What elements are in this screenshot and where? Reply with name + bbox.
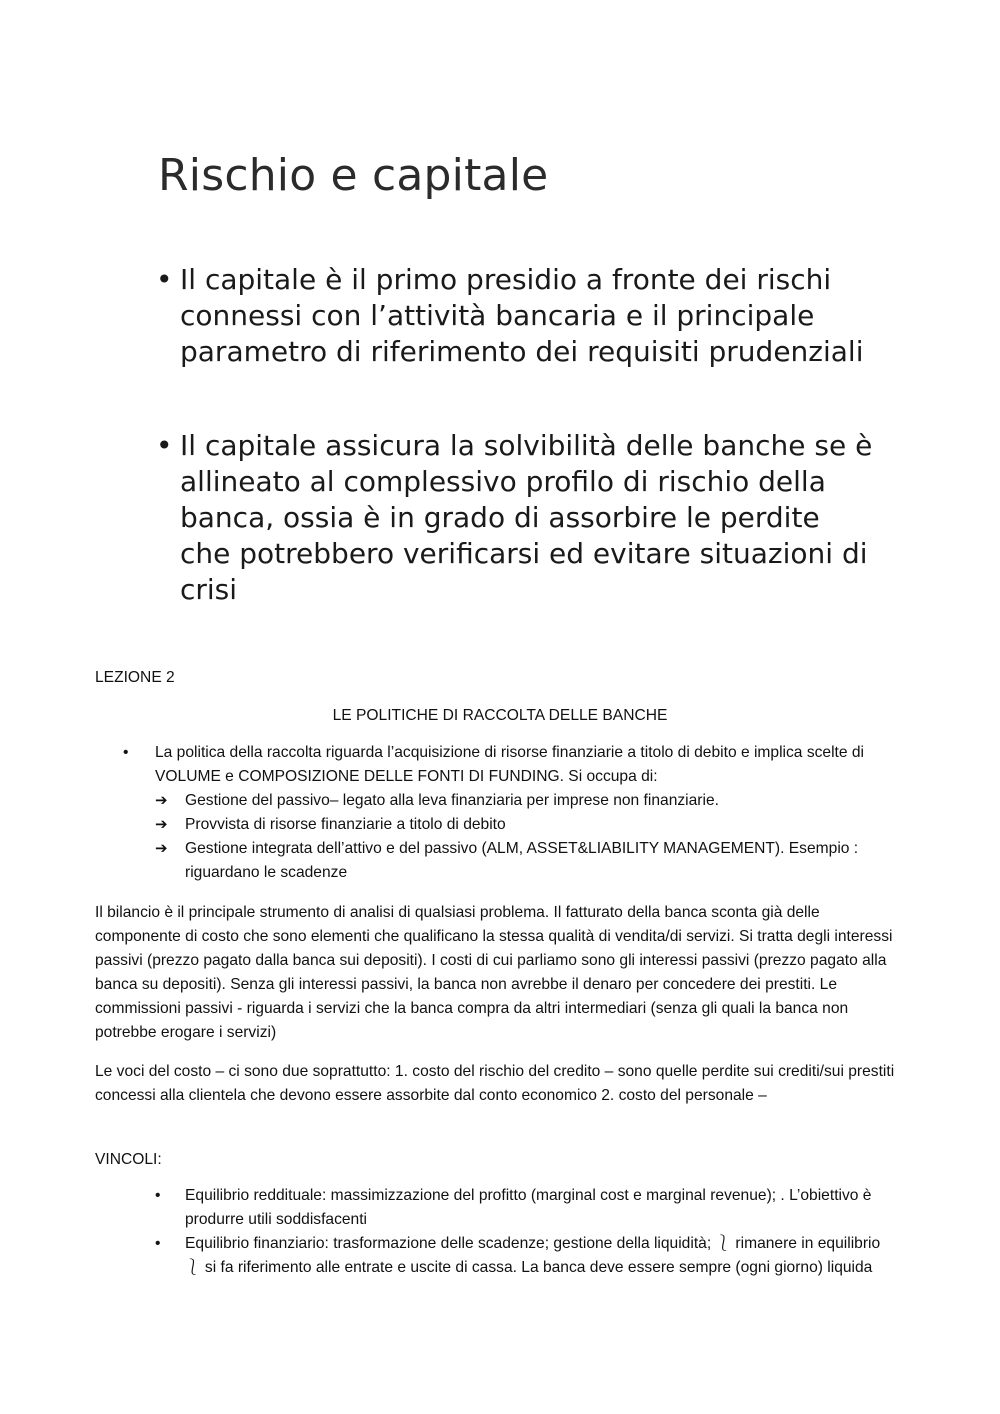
bullet-dot-icon: • bbox=[156, 429, 173, 462]
arrow-right-icon: ➔ bbox=[155, 816, 168, 833]
list-item bbox=[95, 1232, 900, 1280]
list-item bbox=[155, 789, 900, 813]
list-item-text: Gestione del passivo– legato alla leva finanziaria per imprese non finanziarie. bbox=[185, 792, 719, 809]
paragraph: Le voci del costo – ci sono due soprattutto: 1. costo del rischio del credito – sono quelle perdite sui crediti/sui prestiti concessi alla clientela che devono essere assorbite dal conto economico 2. costo del personale – bbox=[95, 1063, 895, 1104]
vincoli-label: VINCOLI: bbox=[95, 1151, 162, 1168]
list-item-text: Equilibrio reddituale: massimizzazione del profitto (marginal cost e marginal revenue); . L’obiettivo è produrre utili soddisfacenti bbox=[185, 1187, 872, 1228]
list-item-text: Gestione integrata dell’attivo e del passivo (ALM, ASSET&LIABILITY MANAGEMENT). Esempio : riguardano le scadenze bbox=[185, 840, 859, 881]
bullet-list bbox=[95, 741, 900, 885]
arrow-right-icon: ➔ bbox=[155, 792, 168, 809]
list-item-text: La politica della raccolta riguarda l’acquisizione di risorse finanziarie a titolo di debito e implica scelte di VOLUME e COMPOSIZIONE DELLE FONTI DI FUNDING. Si occupa di: bbox=[155, 744, 865, 785]
slide-title: Rischio e capitale bbox=[158, 150, 549, 201]
slide-bullet-text: Il capitale assicura la solvibilità delle banche se è allineato al complessivo profilo di rischio della banca, ossia è in grado di assorbire le perdite che potrebbero verificarsi ed evitare situazioni di crisi bbox=[180, 429, 873, 606]
vincoli-list bbox=[95, 1184, 900, 1280]
list-item bbox=[95, 741, 900, 789]
bullet-dot-icon: • bbox=[155, 1187, 161, 1204]
arrow-list bbox=[155, 789, 900, 885]
list-item bbox=[95, 1184, 900, 1232]
list-item bbox=[155, 813, 900, 837]
slide-bullet bbox=[156, 428, 876, 608]
slide-image bbox=[0, 0, 1000, 620]
bullet-dot-icon: • bbox=[155, 1235, 161, 1252]
section-heading: LE POLITICHE DI RACCOLTA DELLE BANCHE bbox=[332, 707, 668, 724]
list-item-text: Provvista di risorse finanziarie a titolo di debito bbox=[185, 816, 506, 833]
bullet-dot-icon: • bbox=[156, 263, 173, 296]
slide-bullet-text: Il capitale è il primo presidio a fronte dei rischi connessi con l’attività bancaria e il principale parametro di riferimento dei requisiti prudenziali bbox=[180, 263, 864, 368]
arrow-right-icon: ➔ bbox=[155, 840, 168, 857]
bullet-dot-icon: • bbox=[123, 744, 129, 761]
list-item-text: Equilibrio finanziario: trasformazione delle scadenze; gestione della liquidità; ⎱ rimanere in equilibrio ⎱ si fa riferimento alle entrate e uscite di cassa. La banca deve essere sempre (ogni giorno) liquida bbox=[185, 1235, 881, 1276]
list-item bbox=[155, 837, 900, 885]
slide-bullet bbox=[156, 262, 876, 370]
paragraph: Il bilancio è il principale strumento di analisi di qualsiasi problema. Il fatturato della banca sconta già delle componente di costo che sono elementi che qualificano la stessa qualità di vendita/di servizi. Si tratta degli interessi passivi (prezzo pagato dalla banca sui depositi). I costi di cui parliamo sono gli interessi passivi (prezzo pagato alla banca su depositi). Senza gli interessi passivi, la banca non avrebbe il denaro per concedere dei prestiti. Le commissioni passivi - riguarda i servizi che la banca compra da altri intermediari (senza gli quali la banca non potrebbe erogare i servizi) bbox=[95, 904, 893, 1041]
lesson-label: LEZIONE 2 bbox=[95, 669, 175, 686]
